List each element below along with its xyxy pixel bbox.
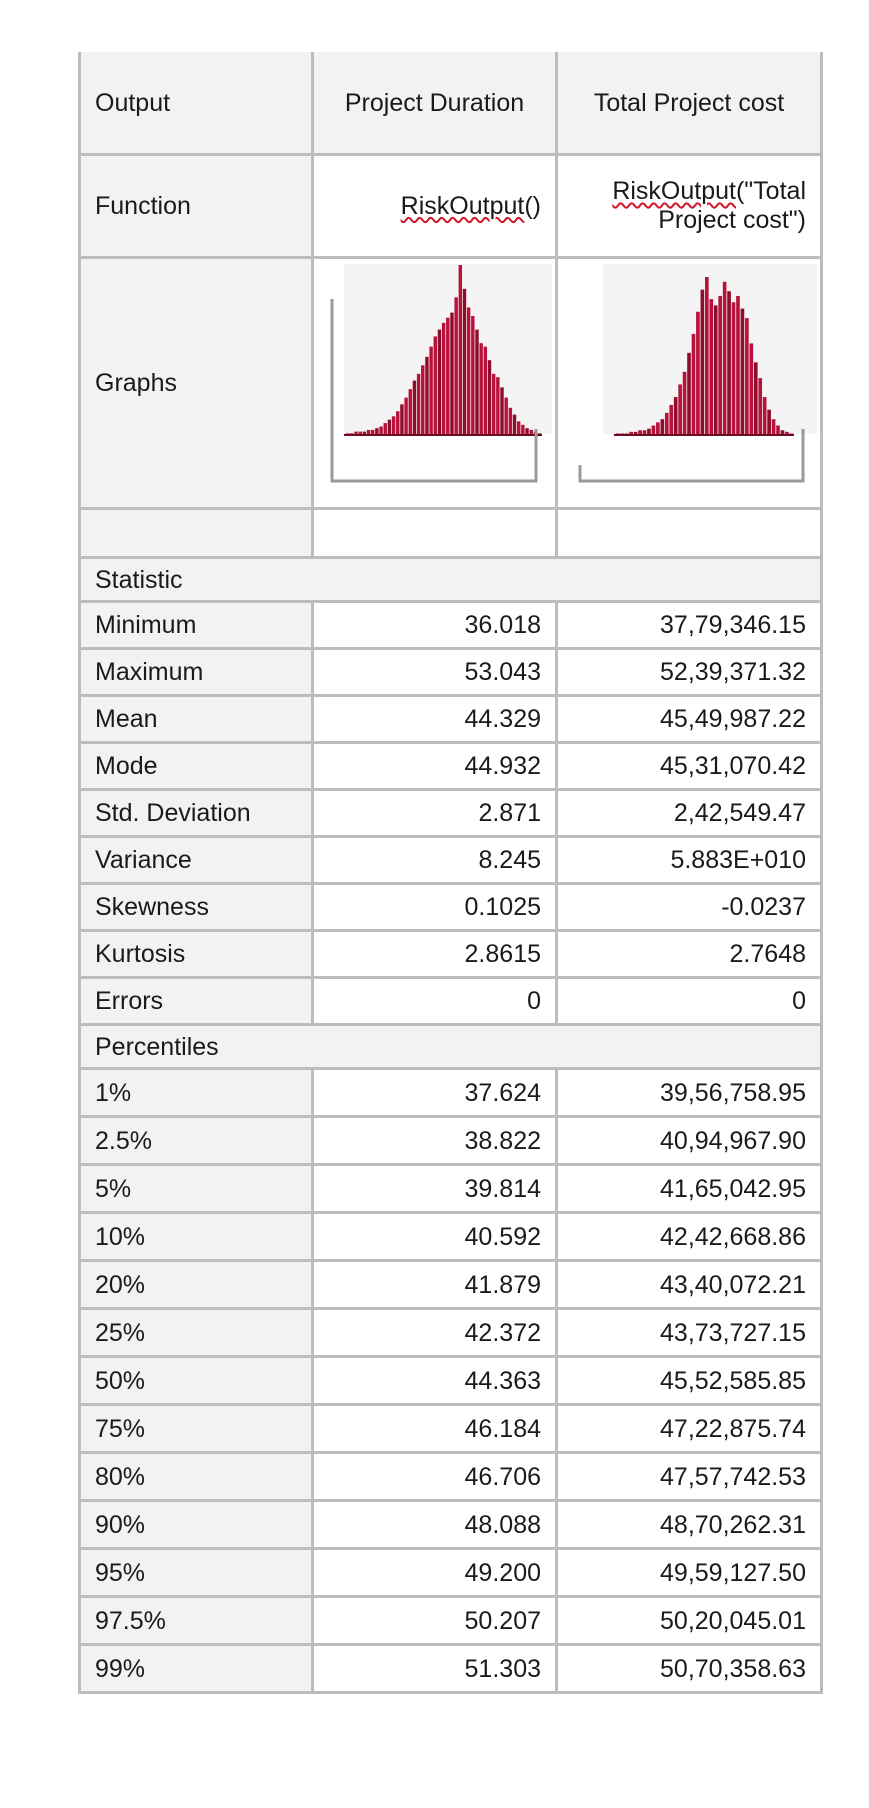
histogram-bar xyxy=(425,357,428,435)
histogram-bar xyxy=(513,415,516,435)
graph-frame xyxy=(580,429,803,481)
table-row xyxy=(80,696,822,743)
table-row xyxy=(80,743,822,790)
graph-cell-cost xyxy=(557,258,822,509)
cost-value: 48,70,262.31 xyxy=(557,1501,822,1549)
function-name: RiskOutput xyxy=(612,177,736,205)
row-label: Kurtosis xyxy=(80,931,313,978)
cost-histogram xyxy=(558,259,817,507)
histogram-bar xyxy=(754,362,758,435)
duration-value: 44.363 xyxy=(313,1357,557,1405)
table-row xyxy=(80,1165,822,1213)
histogram-bar xyxy=(767,410,771,435)
histogram-bar xyxy=(413,381,416,435)
row-label: Errors xyxy=(80,978,313,1025)
row-label: 5% xyxy=(80,1165,313,1213)
row-label: 1% xyxy=(80,1069,313,1117)
function-name: RiskOutput xyxy=(400,191,525,220)
histogram-bar xyxy=(723,282,727,435)
histogram-bar xyxy=(396,411,399,435)
histogram-bar xyxy=(467,308,470,436)
histogram-bar xyxy=(741,309,745,435)
row-label: Minimum xyxy=(80,602,313,649)
cost-value: 41,65,042.95 xyxy=(557,1165,822,1213)
histogram-bar xyxy=(652,426,656,435)
duration-value: 49.200 xyxy=(313,1549,557,1597)
row-label: Mean xyxy=(80,696,313,743)
histogram-bar xyxy=(661,419,665,435)
cost-value: 47,57,742.53 xyxy=(557,1453,822,1501)
histogram-bar xyxy=(674,397,678,435)
duration-value: 38.822 xyxy=(313,1117,557,1165)
table-row xyxy=(80,1453,822,1501)
histogram-bar xyxy=(459,265,462,435)
histogram-bar xyxy=(479,343,482,435)
table-row xyxy=(80,837,822,884)
duration-value: 42.372 xyxy=(313,1309,557,1357)
column-header-total-project-cost: Total Project cost xyxy=(557,52,822,155)
duration-value: 39.814 xyxy=(313,1165,557,1213)
table-row xyxy=(80,790,822,837)
histogram-bar xyxy=(750,343,754,435)
histogram-bar xyxy=(375,428,378,435)
histogram-bar xyxy=(705,277,709,435)
histogram-bar xyxy=(521,425,524,435)
table-row xyxy=(80,1501,822,1549)
row-label: 95% xyxy=(80,1549,313,1597)
histogram-bar xyxy=(475,330,478,435)
cost-value: 45,52,585.85 xyxy=(557,1357,822,1405)
function-args: ("Total xyxy=(735,177,806,205)
cost-value: 2.7648 xyxy=(557,931,822,978)
cost-value: 45,31,070.42 xyxy=(557,743,822,790)
duration-value: 48.088 xyxy=(313,1501,557,1549)
histogram-bar xyxy=(463,289,466,435)
percentiles-header: Percentiles xyxy=(80,1025,822,1069)
histogram-bar xyxy=(709,299,713,435)
row-label: 80% xyxy=(80,1453,313,1501)
histogram-bar xyxy=(678,384,682,435)
histogram-bar xyxy=(665,413,669,435)
table-row xyxy=(80,1645,822,1693)
duration-value: 41.879 xyxy=(313,1261,557,1309)
graphs-label: Graphs xyxy=(80,258,313,509)
cost-value: 40,94,967.90 xyxy=(557,1117,822,1165)
histogram-bar xyxy=(392,416,395,435)
histogram-bar xyxy=(772,419,776,435)
histogram-bar xyxy=(745,318,749,435)
cost-value: 43,40,072.21 xyxy=(557,1261,822,1309)
table-row xyxy=(80,931,822,978)
duration-value: 2.8615 xyxy=(313,931,557,978)
histogram-bar xyxy=(421,365,424,435)
row-label: 97.5% xyxy=(80,1597,313,1645)
cost-value: 37,79,346.15 xyxy=(557,602,822,649)
histogram-bar xyxy=(388,420,391,435)
histogram-bar xyxy=(454,297,457,435)
percentiles-section-row xyxy=(80,1025,822,1069)
duration-value: 46.706 xyxy=(313,1453,557,1501)
row-label: 90% xyxy=(80,1501,313,1549)
table-row xyxy=(80,1117,822,1165)
row-label: 20% xyxy=(80,1261,313,1309)
statistic-section-row xyxy=(80,558,822,602)
histogram-bar xyxy=(484,347,487,435)
risk-output-table xyxy=(78,52,820,1694)
row-label: Skewness xyxy=(80,884,313,931)
histogram-bar xyxy=(504,398,507,435)
histogram-bar xyxy=(669,405,673,435)
histogram-bar xyxy=(442,323,445,435)
histogram-bar xyxy=(400,404,403,435)
cost-value: 45,49,987.22 xyxy=(557,696,822,743)
histogram-bar xyxy=(692,334,696,435)
histogram-bar xyxy=(500,387,503,435)
row-label: 10% xyxy=(80,1213,313,1261)
table-row xyxy=(80,602,822,649)
histogram-bar xyxy=(525,428,528,435)
table-row xyxy=(80,1357,822,1405)
duration-value: 40.592 xyxy=(313,1213,557,1261)
histogram-bar xyxy=(656,422,660,435)
row-label: 99% xyxy=(80,1645,313,1693)
histogram-bar xyxy=(776,426,780,435)
percentiles-body xyxy=(80,1069,822,1693)
histogram-bar xyxy=(409,389,412,435)
histogram-bar xyxy=(732,302,736,435)
row-label: Maximum xyxy=(80,649,313,696)
histogram-bar xyxy=(727,291,731,435)
histogram-bar xyxy=(438,330,441,435)
histogram-bar xyxy=(434,336,437,435)
cost-value: 2,42,549.47 xyxy=(557,790,822,837)
table-row xyxy=(80,649,822,696)
histogram-bar xyxy=(492,374,495,435)
histogram-bar xyxy=(763,397,767,435)
row-label: 25% xyxy=(80,1309,313,1357)
row-label: 2.5% xyxy=(80,1117,313,1165)
duration-value: 0 xyxy=(313,978,557,1025)
histogram-bar xyxy=(450,313,453,435)
duration-value: 44.329 xyxy=(313,696,557,743)
duration-histogram xyxy=(314,259,552,507)
histogram-bar xyxy=(404,398,407,435)
histogram-bar xyxy=(696,312,700,435)
table-row xyxy=(80,1405,822,1453)
graphs-row xyxy=(80,258,822,509)
table-row xyxy=(80,1213,822,1261)
cost-value: 49,59,127.50 xyxy=(557,1549,822,1597)
cost-value: 43,73,727.15 xyxy=(557,1309,822,1357)
row-label: 50% xyxy=(80,1357,313,1405)
row-label: 75% xyxy=(80,1405,313,1453)
table-row xyxy=(80,978,822,1025)
duration-value: 37.624 xyxy=(313,1069,557,1117)
cost-value: -0.0237 xyxy=(557,884,822,931)
cost-value: 50,20,045.01 xyxy=(557,1597,822,1645)
histogram-bar xyxy=(517,421,520,435)
cost-value: 0 xyxy=(557,978,822,1025)
histogram-bar xyxy=(509,408,512,435)
blank-row xyxy=(80,509,822,558)
cost-value: 47,22,875.74 xyxy=(557,1405,822,1453)
column-header-project-duration: Project Duration xyxy=(313,52,557,155)
row-label: Variance xyxy=(80,837,313,884)
duration-value: 50.207 xyxy=(313,1597,557,1645)
header-row xyxy=(80,52,822,155)
duration-value: 8.245 xyxy=(313,837,557,884)
histogram-bar xyxy=(701,290,705,435)
table-row xyxy=(80,1261,822,1309)
function-label: Function xyxy=(80,155,313,258)
duration-value: 36.018 xyxy=(313,602,557,649)
histogram-bar xyxy=(471,316,474,435)
statistic-header: Statistic xyxy=(80,558,822,602)
function-cell-duration xyxy=(313,155,557,258)
statistics-body xyxy=(80,602,822,1025)
cost-value: 52,39,371.32 xyxy=(557,649,822,696)
histogram-bar xyxy=(496,377,499,435)
table-row xyxy=(80,1309,822,1357)
histogram-bar xyxy=(714,305,718,435)
function-row xyxy=(80,155,822,258)
histogram-bar xyxy=(683,372,687,435)
duration-value: 46.184 xyxy=(313,1405,557,1453)
function-args-line2: Project cost") xyxy=(658,206,806,234)
graph-cell-duration xyxy=(313,258,557,509)
histogram-bar xyxy=(417,374,420,435)
row-label: Std. Deviation xyxy=(80,790,313,837)
table-row xyxy=(80,884,822,931)
cost-value: 42,42,668.86 xyxy=(557,1213,822,1261)
table-row xyxy=(80,1069,822,1117)
row-label: Mode xyxy=(80,743,313,790)
histogram-bar xyxy=(758,378,762,435)
duration-value: 0.1025 xyxy=(313,884,557,931)
histogram-bar xyxy=(379,427,382,436)
table-row xyxy=(80,1597,822,1645)
histogram-bar xyxy=(718,296,722,435)
histogram-bar xyxy=(384,423,387,435)
duration-value: 53.043 xyxy=(313,649,557,696)
histogram-bar xyxy=(736,296,740,435)
histogram-bar xyxy=(687,353,691,435)
cost-value: 5.883E+010 xyxy=(557,837,822,884)
cost-value: 39,56,758.95 xyxy=(557,1069,822,1117)
histogram-bar xyxy=(488,360,491,435)
duration-value: 2.871 xyxy=(313,790,557,837)
output-label: Output xyxy=(80,52,313,155)
histogram-bar xyxy=(429,347,432,435)
histogram-bar xyxy=(446,318,449,435)
duration-value: 44.932 xyxy=(313,743,557,790)
cost-value: 50,70,358.63 xyxy=(557,1645,822,1693)
table-row xyxy=(80,1549,822,1597)
function-cell-cost xyxy=(557,155,822,258)
function-args: () xyxy=(524,191,541,220)
duration-value: 51.303 xyxy=(313,1645,557,1693)
